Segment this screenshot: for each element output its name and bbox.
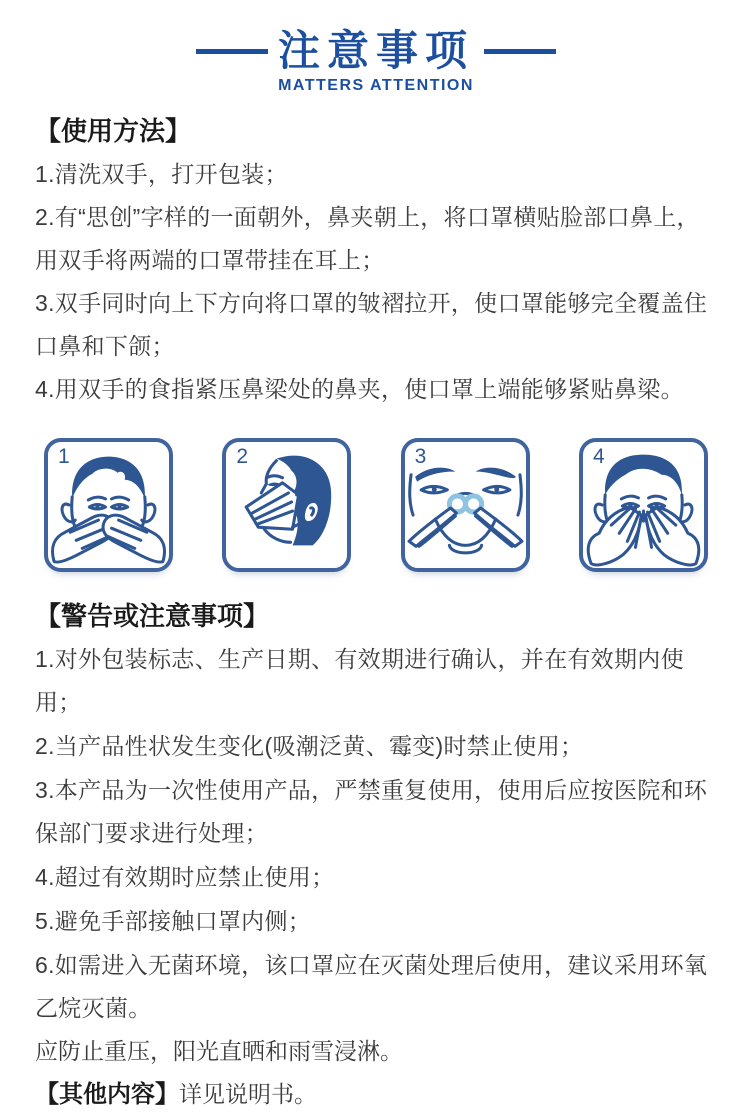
usage-item-4: 4.用双手的食指紧压鼻梁处的鼻夹，使口罩上端能够紧贴鼻梁。	[35, 376, 684, 403]
step-box-3	[401, 438, 530, 572]
step-4-number: 4	[592, 445, 605, 469]
page-subtitle: MATTERS ATTENTION	[278, 77, 474, 95]
usage-list	[35, 153, 717, 411]
title-dash-right	[484, 49, 556, 54]
step-box-1	[44, 438, 173, 572]
title-dash-left	[196, 49, 268, 54]
storage-note: 应防止重压，阳光直晒和雨雪浸淋。	[35, 1037, 403, 1064]
usage-heading: 【使用方法】	[35, 116, 192, 147]
usage-item-2: 2.有“思创”字样的一面朝外，鼻夹朝上，将口罩横贴脸部口鼻上，用双手将两端的口罩带挂在耳上；	[35, 204, 700, 274]
step-box-2	[222, 438, 351, 572]
page-title: 注意事项	[277, 27, 474, 74]
other-content-heading: 【其他内容】	[35, 1080, 179, 1108]
warnings-heading: 【警告或注意事项】	[35, 601, 270, 632]
other-content-line	[35, 1073, 717, 1116]
warning-item-5: 5.避免手部接触口罩内侧；	[35, 907, 312, 934]
step-1-number: 1	[58, 445, 70, 469]
other-content-text: 详见说明书。	[179, 1080, 317, 1107]
warnings-list	[35, 638, 717, 1030]
warning-item-1: 1.对外包装标志、生产日期、有效期进行确认，并在有效期内使用；	[35, 645, 684, 715]
warning-item-4: 4.超过有效期时应禁止使用；	[35, 863, 335, 890]
page-title-row	[35, 26, 717, 76]
usage-item-1: 1.清洗双手，打开包装；	[35, 161, 288, 188]
step-illustrations	[44, 438, 708, 572]
step-2-number: 2	[236, 445, 249, 469]
warning-item-2: 2.当产品性状发生变化(吸潮泛黄、霉变)时禁止使用；	[35, 732, 584, 759]
warning-item-6: 6.如需进入无菌环境，该口罩应在灭菌处理后使用，建议采用环氧乙烷灭菌。	[35, 951, 708, 1021]
warning-item-3: 3.本产品为一次性使用产品，严禁重复使用，使用后应按医院和环保部门要求进行处理；	[35, 776, 708, 846]
usage-item-3: 3.双手同时向上下方向将口罩的皱褶拉开，使口罩能够完全覆盖住口鼻和下颌；	[35, 290, 708, 360]
step-box-4	[579, 438, 708, 572]
step-3-number: 3	[414, 445, 427, 469]
